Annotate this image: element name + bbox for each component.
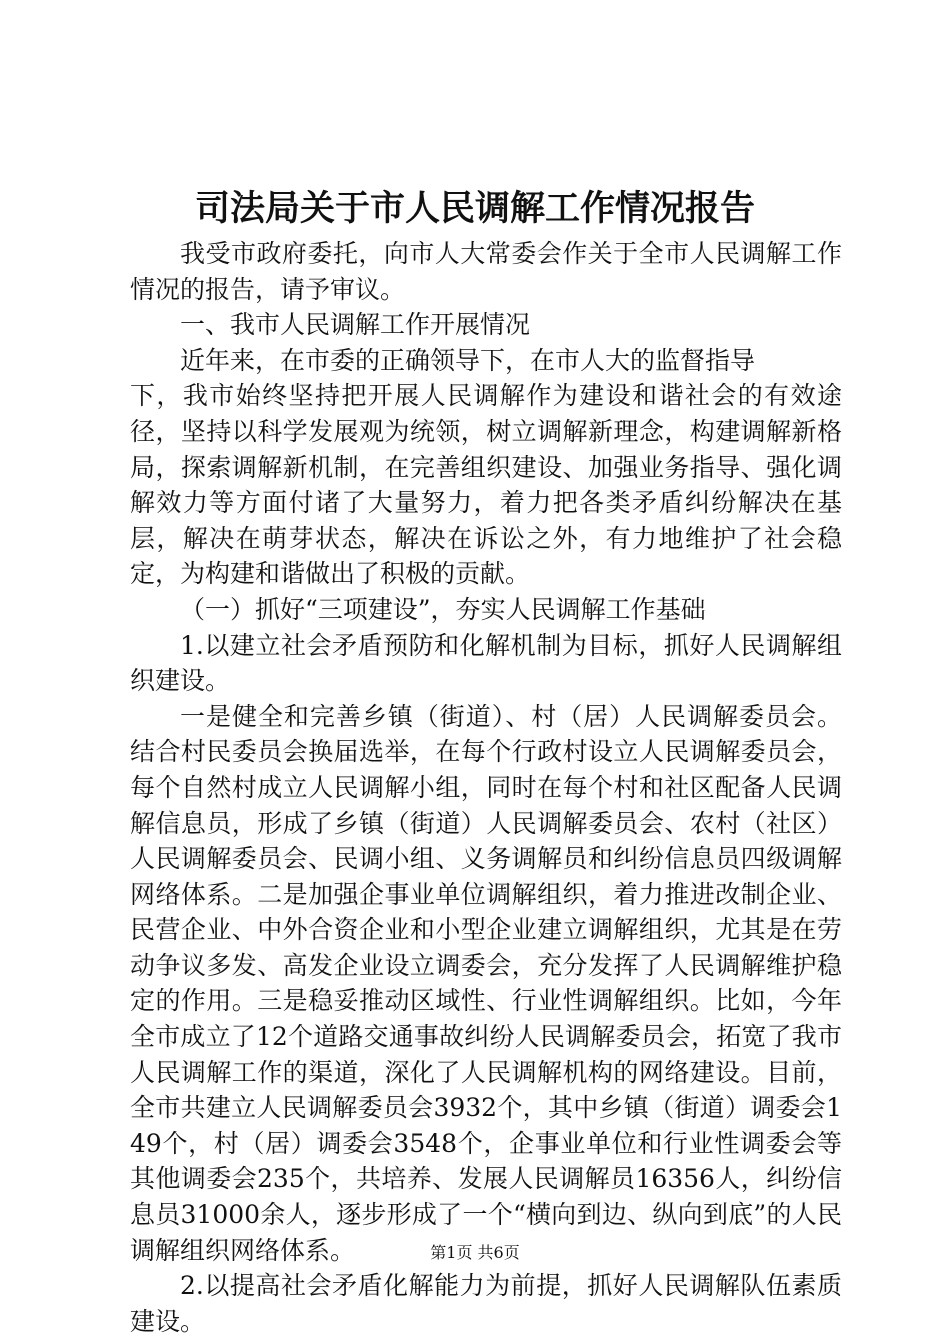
- document-title: 司法局关于市人民调解工作情况报告: [194, 188, 755, 229]
- page-footer: 第1页 共6页: [430, 1243, 520, 1262]
- paragraph-recent-years: 近年来，在市委的正确领导下，在市人大的监督指导: [180, 345, 756, 375]
- item-heading-1: 1.以建立社会矛盾预防和化解机制为目标，抓好人民调解组织建设。: [130, 630, 842, 696]
- item-heading-2: 2.以提高社会矛盾化解能力为前提，抓好人民调解队伍素质建设。: [130, 1271, 842, 1336]
- section-heading-1: 一、我市人民调解工作开展情况: [180, 310, 531, 340]
- paragraph-intro: 我受市政府委托，向市人大常委会作关于全市人民调解工作情况的报告，请予审议。: [130, 239, 842, 304]
- document-body: [130, 236, 842, 1339]
- paragraph-continuation: 下，我市始终坚持把开展人民调解作为建设和谐社会的有效途径，坚持以科学发展观为统领，树立调解新理念，构建调解新格局，探索调解新机制，在完善组织建设、加强业务指导、强化调解效力等方面付诸了大量努力，着力把各类矛盾纠纷解决在基层，解决在萌芽状态，解决在诉讼之外，有力地维护了社会稳定，为构建和谐做出了积极的贡献。: [130, 381, 842, 589]
- subsection-heading-1: （一）抓好“三项建设”，夯实人民调解工作基础: [180, 594, 706, 624]
- paragraph-organization: 一是健全和完善乡镇（街道）、村（居）人民调解委员会。结合村民委员会换届选举，在每个行政村设立人民调解委员会，每个自然村成立人民调解小组，同时在每个村和社区配备人民调解信息员，形成了乡镇（街道）人民调解委员会、农村（社区）人民调解委员会、民调小组、义务调解员和纠纷信息员四级调解网络体系。二是加强企事业单位调解组织，着力推进改制企业、民营企业、中外合资企业和小型企业建立调解组织，尤其是在劳动争议多发、高发企业设立调委会，充分发挥了人民调解维护稳定的作用。三是稳妥推动区域性、行业性调解组织。比如，今年全市成立了12个道路交通事故纠纷人民调解委员会，拓宽了我市人民调解工作的渠道，深化了人民调解机构的网络建设。目前，全市共建立人民调解委员会3932个，其中乡镇（街道）调委会149个，村（居）调委会3548个，企事业单位和行业性调委会等其他调委会235个，共培养、发展人民调解员16356人，纠纷信息员31000余人，逐步形成了一个“横向到边、纵向到底”的人民调解组织网络体系。: [130, 701, 842, 1265]
